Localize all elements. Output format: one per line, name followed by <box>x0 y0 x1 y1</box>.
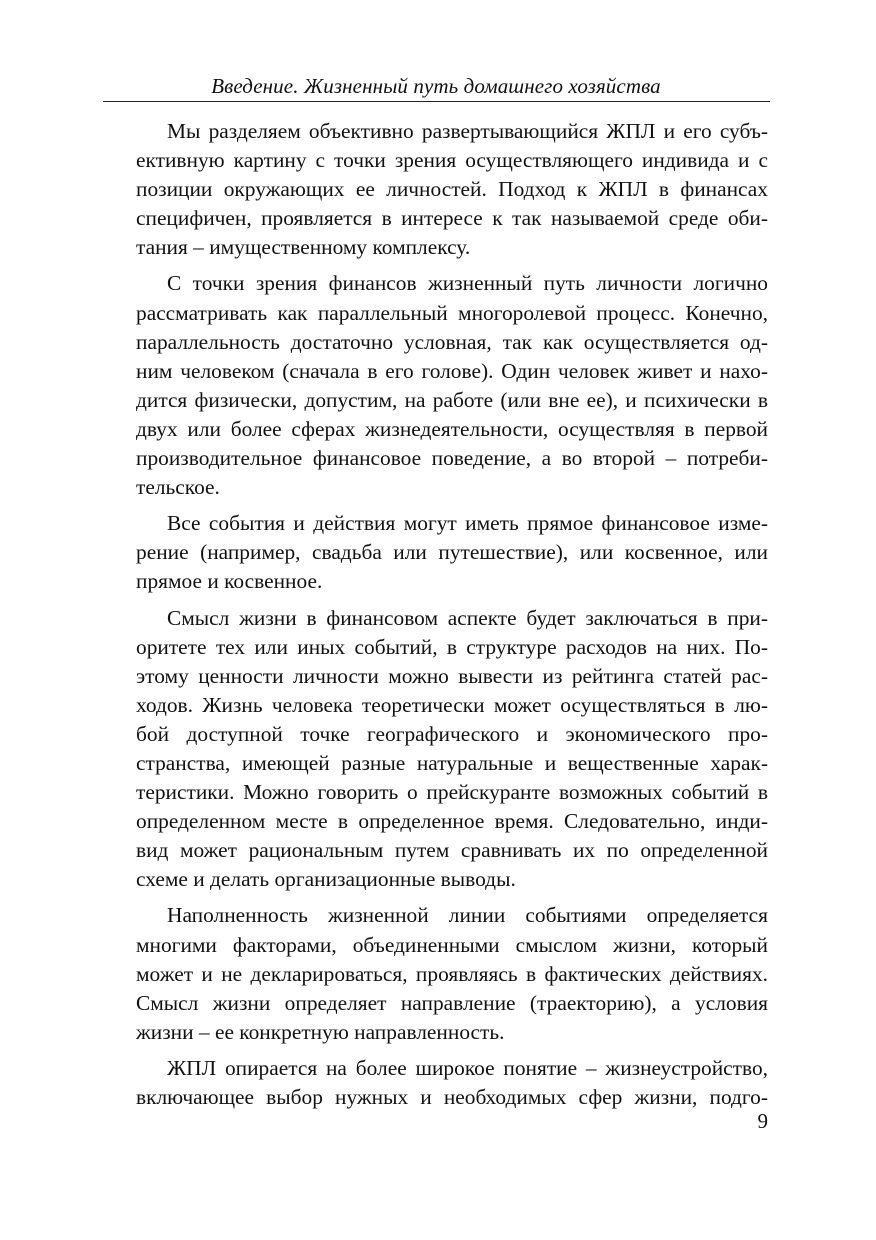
running-header: Введение. Жизненный путь домашнего хозяйства <box>211 74 661 98</box>
text-line: бой доступной точке географического и экономического про- <box>136 721 768 746</box>
page-number: 9 <box>757 1109 768 1133</box>
text-line: оритете тех или иных событий, в структуре расходов на них. По- <box>136 634 768 659</box>
text-line: жизни – ее конкретную направленность. <box>136 1019 505 1044</box>
text-line: тельское. <box>136 475 220 500</box>
text-line: Мы разделяем объективно развертывающийся ЖПЛ и его субъ- <box>167 119 768 143</box>
text-line: теристики. Можно говорить о прейскуранте возможных событий в <box>136 780 768 805</box>
text-line: многими факторами, объединенными смыслом жизни, который <box>136 932 768 957</box>
text-line: рение (например, свадьба или путешествие), или косвенное, или <box>136 540 768 565</box>
text-line: Наполненность жизненной линии событиями определяется <box>167 903 768 928</box>
paragraph-5 <box>105 901 768 1046</box>
text-line: тания – имущественному комплексу. <box>136 235 471 260</box>
text-line: вид может рациональным путем сравнивать их по определенной <box>136 838 768 863</box>
text-line: может и не декларироваться, проявляясь в фактических действиях. <box>136 961 768 986</box>
body-text <box>105 117 768 1119</box>
text-line: этому ценности личности можно вывести из рейтинга статей рас- <box>136 663 768 688</box>
text-line: определенном месте в определенное время. Следовательно, инди- <box>136 809 768 834</box>
text-line: схеме и делать организационные выводы. <box>136 867 516 892</box>
paragraph-2 <box>105 269 768 502</box>
header-divider <box>103 101 770 102</box>
text-line: ним человеком (сначала в его голове). Один человек живет и нахо- <box>136 358 768 383</box>
text-line: Все события и действия могут иметь прямое финансовое изме- <box>167 511 768 536</box>
text-line: двух или более сферах жизнедеятельности, осуществляя в первой <box>136 416 768 441</box>
text-line: рассматривать как параллельный многоролевой процесс. Конечно, <box>136 300 768 325</box>
text-line: Смысл жизни в финансовом аспекте будет заключаться в при- <box>167 605 768 630</box>
paragraph-3 <box>105 509 768 596</box>
paragraph-1 <box>105 117 768 262</box>
text-line: прямое и косвенное. <box>136 569 323 594</box>
text-line: дится физически, допустим, на работе (или вне ее), и психически в <box>136 387 768 412</box>
text-line: ЖПЛ опирается на более широкое понятие – жизнеустройство, <box>167 1055 768 1080</box>
text-line: странства, имеющей разные натуральные и вещественные харак- <box>136 750 768 775</box>
paragraph-6 <box>105 1054 768 1112</box>
text-line: производительное финансовое поведение, а во второй – потреби- <box>136 446 768 471</box>
text-line: параллельность достаточно условная, так как осуществляется од- <box>136 329 768 354</box>
text-line: ективную картину с точки зрения осуществляющего индивида и с <box>136 148 768 173</box>
text-line: специфичен, проявляется в интересе к так называемой среде оби- <box>136 206 768 231</box>
text-line: позиции окружающих ее личностей. Подход к ЖПЛ в финансах <box>136 177 768 202</box>
paragraph-4 <box>105 604 768 895</box>
text-line: Смысл жизни определяет направление (траекторию), а условия <box>136 990 768 1015</box>
text-line: включающее выбор нужных и необходимых сфер жизни, подго- <box>136 1085 768 1109</box>
text-line: С точки зрения финансов жизненный путь личности логично <box>167 271 768 296</box>
text-line: ходов. Жизнь человека теоретически может осуществляться в лю- <box>136 692 768 717</box>
